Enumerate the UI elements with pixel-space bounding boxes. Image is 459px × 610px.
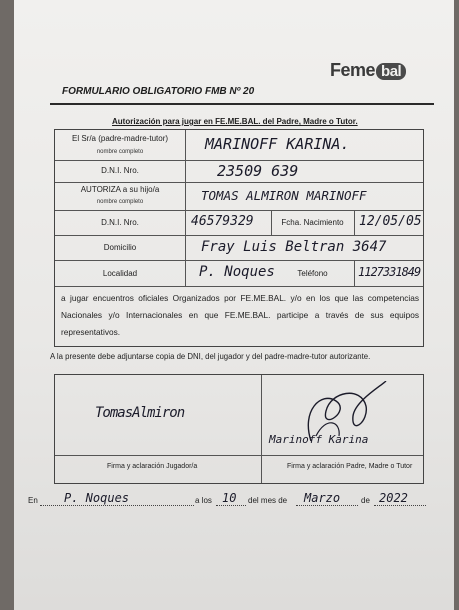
city-value: P. Noques <box>199 264 275 280</box>
parent-label: El Sr/a (padre-madre-tutor) <box>71 134 169 143</box>
parent-sublabel: nombre completo <box>96 149 144 155</box>
parent-name-value: MARINOFF KARINA. <box>205 135 350 153</box>
footer-place: P. Noques <box>64 491 130 505</box>
authorization-text: a jugar encuentros oficiales Organizados por FE.ME.BAL. y/o en los que las competencias Nacionales y/o Internacionales en que FE.ME.BAL. participe a través de sus equipos representativos. <box>61 293 419 337</box>
address-value: Fray Luis Beltran 3647 <box>201 239 387 255</box>
address-label: Domicilio <box>103 243 137 252</box>
address-row <box>55 235 423 261</box>
footer-prefix: En <box>28 496 38 505</box>
logo-text: Feme <box>330 60 376 80</box>
phone-value: 1127331849 <box>358 265 421 279</box>
child-name-value: TOMAS ALMIRON MARINOFF <box>201 188 367 203</box>
parent-caption: Firma y aclaración Padre, Madre o Tutor <box>287 463 413 470</box>
footer-month-label: del mes de <box>248 496 288 505</box>
attachment-note: A la presente debe adjuntarse copia de DNI, del jugador y del padre-madre-tutor autorizante. <box>50 352 371 361</box>
femebal-logo <box>330 60 406 81</box>
phone-label: Teléfono <box>297 269 328 278</box>
logo-pill: bal <box>376 63 406 80</box>
title-rule <box>50 103 434 105</box>
parent-signature: Marinoff Karina <box>269 433 369 446</box>
document-page <box>14 0 454 610</box>
authorization-form <box>54 129 424 347</box>
birth-label: Fcha. Nacimiento <box>281 218 344 227</box>
child-dni-label: D.N.I. Nro. <box>101 218 139 227</box>
parent-dni-label: D.N.I. Nro. <box>101 166 139 175</box>
parent-dni-row <box>55 160 423 183</box>
child-dni-row <box>55 210 423 236</box>
player-signature: TomasAlmiron <box>95 405 185 421</box>
parent-dni-value: 23509 639 <box>217 162 299 180</box>
city-row <box>55 260 423 287</box>
child-dni-value: 46579329 <box>191 214 254 229</box>
footer-month: Marzo <box>304 491 341 505</box>
child-row <box>55 182 423 211</box>
parent-row <box>55 130 423 161</box>
player-caption: Firma y aclaración Jugador/a <box>107 463 198 470</box>
footer-day: 10 <box>222 491 237 505</box>
child-label: AUTORIZA a su hijo/a <box>80 185 160 194</box>
signature-box <box>54 374 424 484</box>
footer-year: 2022 <box>379 491 408 505</box>
form-subtitle: Autorización para jugar en FE.ME.BAL. del Padre, Madre o Tutor. <box>112 117 358 126</box>
birth-value: 12/05/05 <box>359 214 422 229</box>
form-title: FORMULARIO OBLIGATORIO FMB Nº 20 <box>62 86 255 97</box>
footer-days-label: a los <box>195 496 212 505</box>
footer-year-label: de <box>361 496 370 505</box>
city-label: Localidad <box>102 269 138 278</box>
child-sublabel: nombre completo <box>96 199 144 205</box>
